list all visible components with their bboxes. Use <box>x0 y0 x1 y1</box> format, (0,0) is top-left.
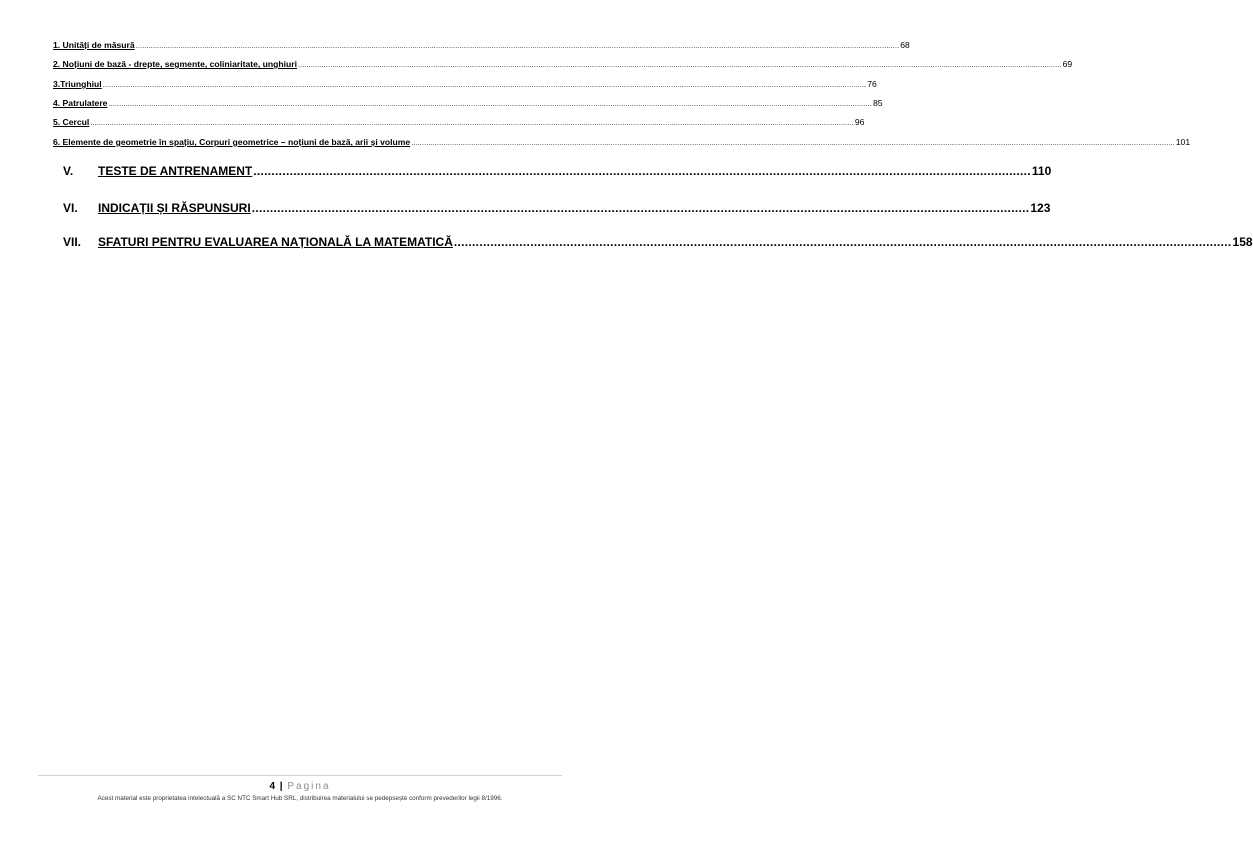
toc-chapter-page[interactable]: 110 <box>1031 164 1052 178</box>
toc-entry-page[interactable]: 96 <box>854 117 865 127</box>
toc-chapter-number: VI. <box>63 201 78 215</box>
footer-divider <box>38 775 562 776</box>
toc-chapter-label[interactable]: TESTE DE ANTRENAMENT <box>98 164 253 178</box>
toc-chapter-number: VII. <box>63 235 82 249</box>
toc-entry[interactable] <box>53 78 877 92</box>
toc-chapter-page[interactable]: 158 <box>1232 235 1253 249</box>
toc-entry[interactable] <box>53 97 883 111</box>
legal-notice: Acest material este proprietatea intelectuală a SC NTC Smart Hub SRL, distribuirea materialului se pedepsește conform prevederilor legii 8/1996. <box>97 795 503 802</box>
toc-chapter[interactable] <box>63 163 1052 179</box>
dot-leader: ...................................................................................................................................................................................................................... <box>253 164 1031 178</box>
toc-entry-label[interactable]: 2. Noțiuni de bază - drepte, segmente, coliniaritate, unghiuri <box>53 59 298 69</box>
page-number-separator: | <box>279 781 283 792</box>
dot-leader: .................................................................................................................................................................................................................................................................................................................................................................... <box>90 120 854 127</box>
toc-entry-page[interactable]: 101 <box>1175 137 1191 147</box>
toc-entry[interactable] <box>53 58 1073 72</box>
toc-chapter-label[interactable]: SFATURI PENTRU EVALUAREA NAȚIONALĂ LA MATEMATICĂ <box>98 235 453 249</box>
toc-chapter-label[interactable]: INDICAȚII ȘI RĂSPUNSURI <box>98 201 251 215</box>
toc-entry-label[interactable]: 3.Triunghiul <box>53 79 102 89</box>
dot-leader: .................................................................................................................................................................................................................................................................................................................................................................... <box>298 62 1062 69</box>
toc-chapter[interactable] <box>63 234 1253 250</box>
toc-chapter-number: V. <box>63 164 74 178</box>
page-number <box>0 780 600 793</box>
toc-entry-page[interactable]: 85 <box>873 98 883 108</box>
dot-leader: .................................................................................................................................................................................................................................................................................................................................................................... <box>108 101 873 108</box>
toc-entry-page[interactable]: 69 <box>1062 59 1073 69</box>
toc-chapter-page[interactable]: 123 <box>1030 201 1051 215</box>
toc-entry[interactable] <box>53 39 910 53</box>
toc-entry[interactable] <box>53 136 1191 150</box>
toc-entry-label[interactable]: 4. Patrulatere <box>53 98 108 108</box>
dot-leader: ...................................................................................................................................................................................................................... <box>453 235 1232 249</box>
toc-entry-page[interactable]: 76 <box>867 79 877 89</box>
dot-leader: .................................................................................................................................................................................................................................................................................................................................................................... <box>135 43 900 50</box>
page-number-value: 4 <box>269 781 276 792</box>
page-word: Pagina <box>287 781 331 792</box>
toc-chapter[interactable] <box>63 200 1051 216</box>
toc-entry[interactable] <box>53 116 865 130</box>
toc-entry-label[interactable]: 6. Elemente de geometrie în spațiu, Corpuri geometrice – noțiuni de bază, arii și volume <box>53 137 411 147</box>
dot-leader: .................................................................................................................................................................................................................................................................................................................................................................... <box>102 82 867 89</box>
toc-entry-label[interactable]: 1. Unități de măsură <box>53 40 135 50</box>
dot-leader: .................................................................................................................................................................................................................................................................................................................................................................... <box>411 140 1175 147</box>
toc-entry-page[interactable]: 68 <box>900 40 910 50</box>
dot-leader: ...................................................................................................................................................................................................................... <box>251 201 1030 215</box>
toc-entry-label[interactable]: 5. Cercul <box>53 117 90 127</box>
